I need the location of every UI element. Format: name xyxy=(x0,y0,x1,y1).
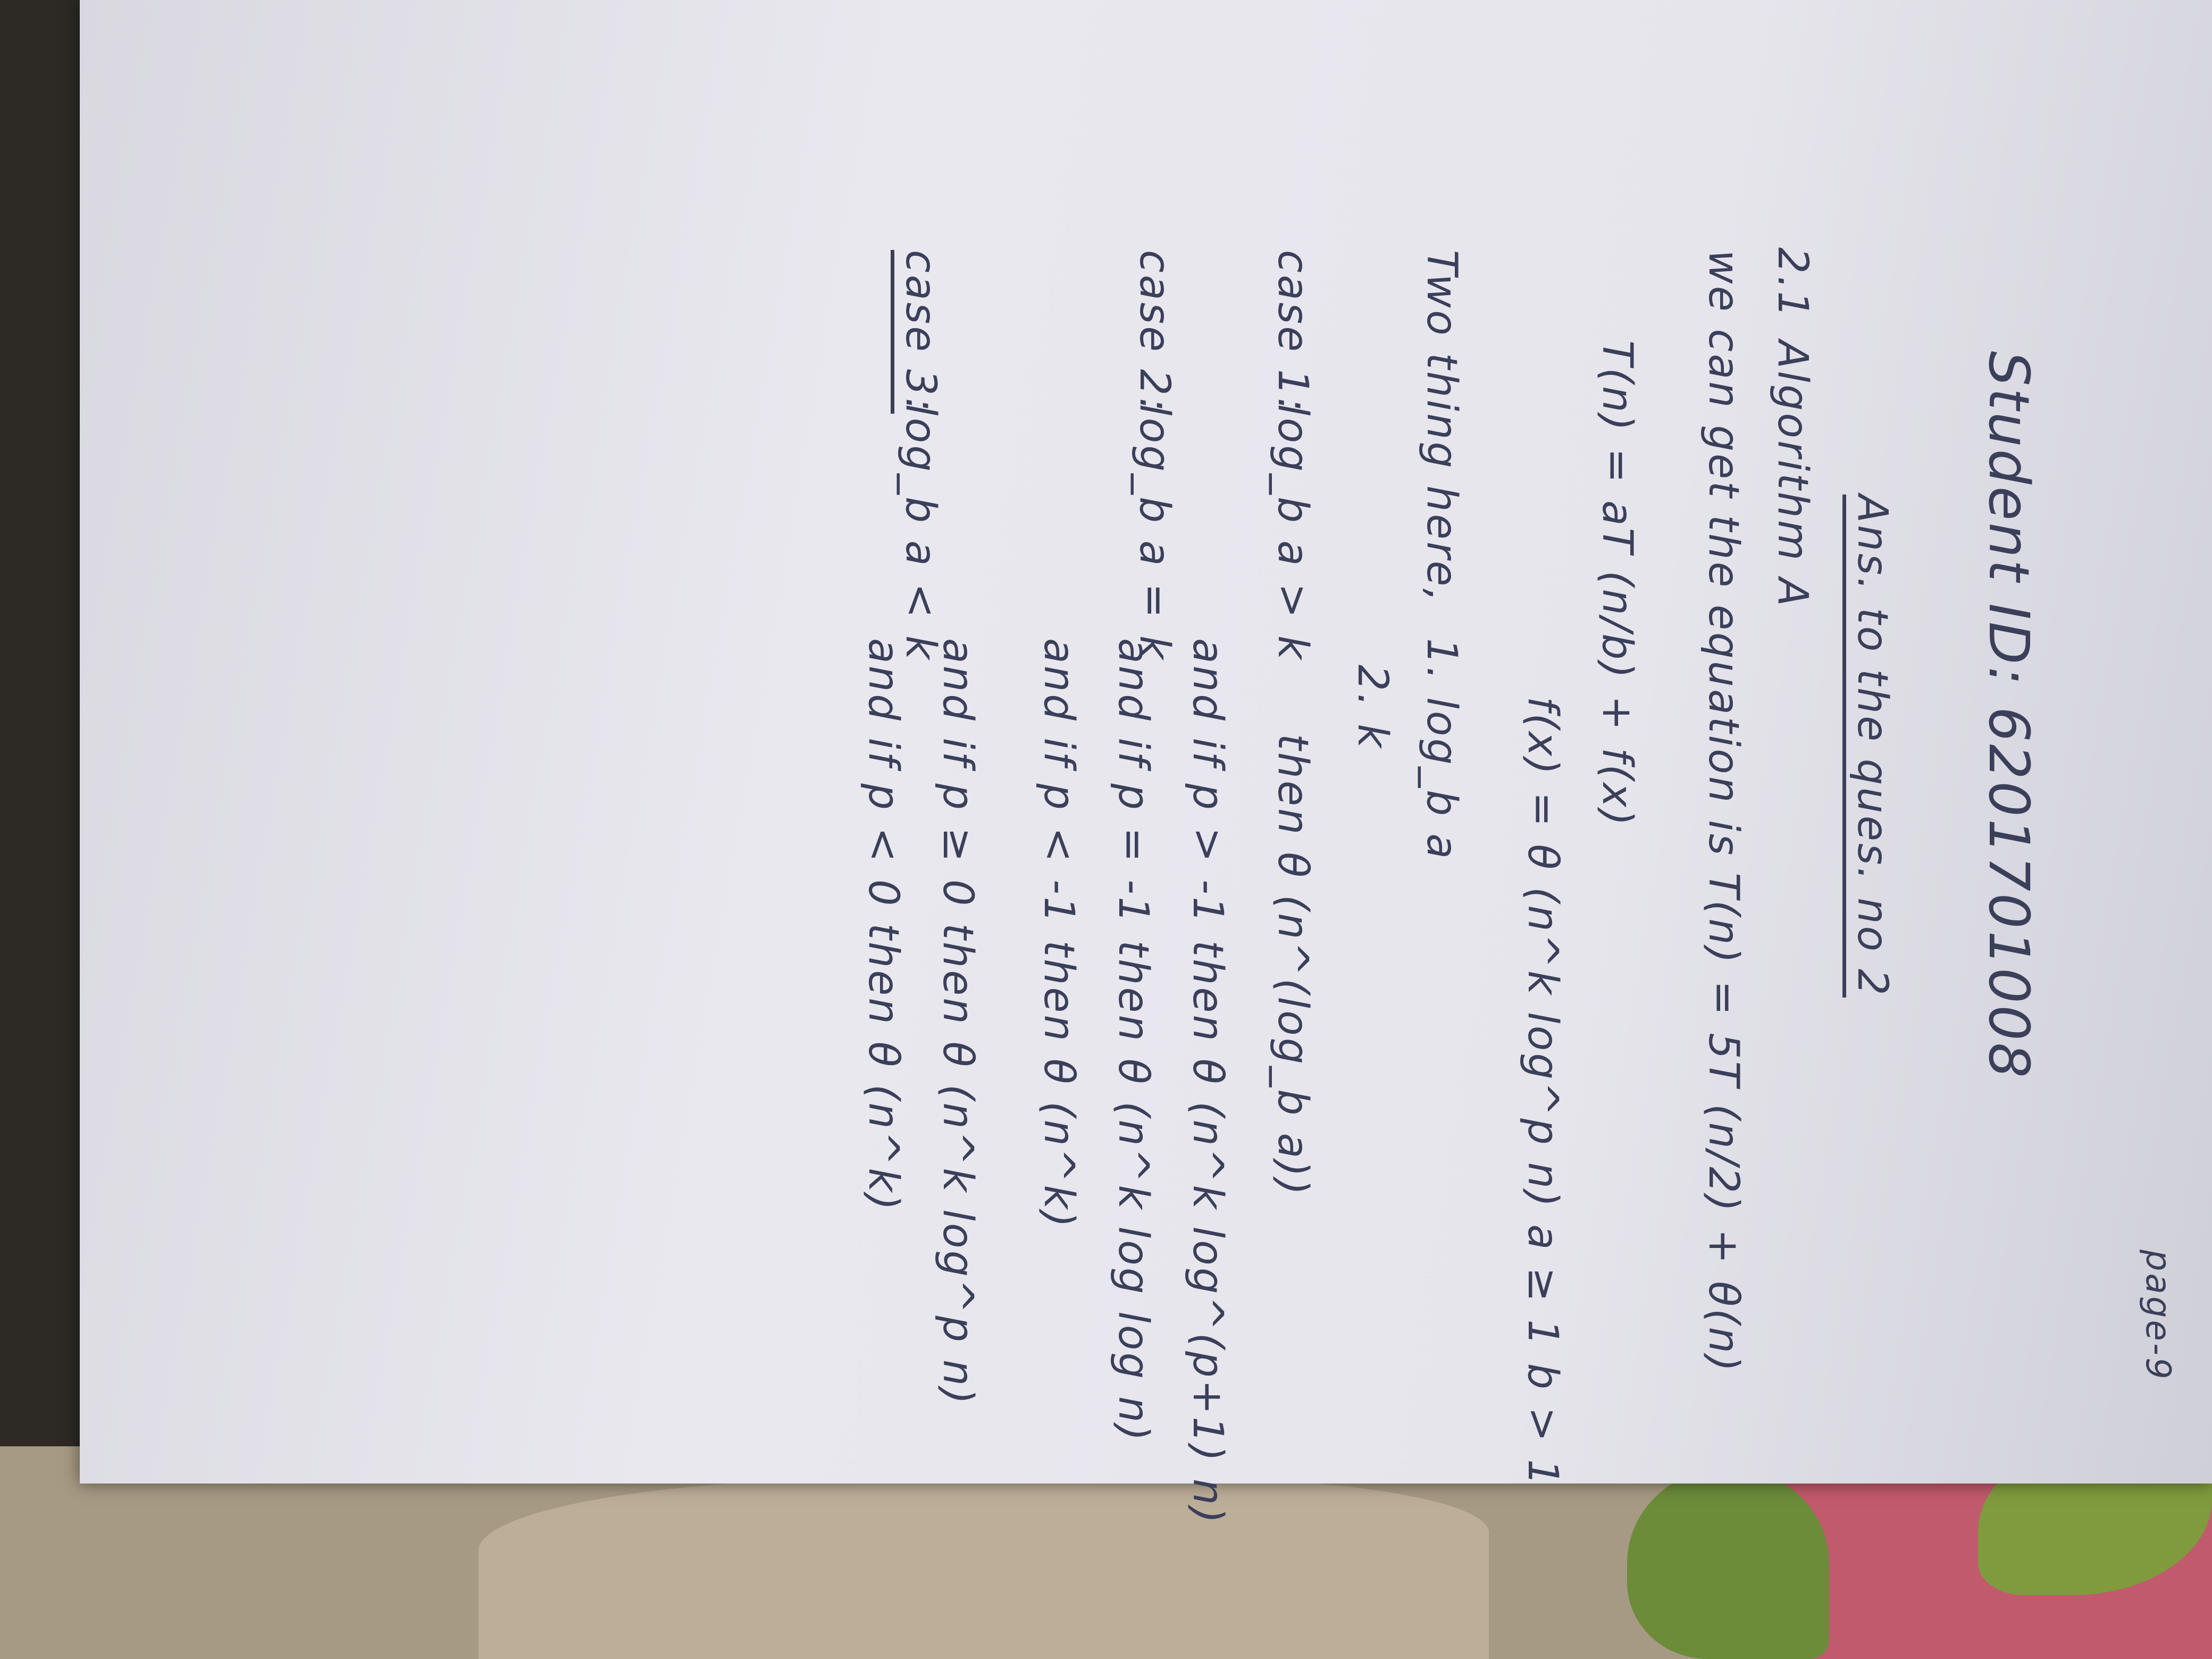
case2-line3: and if p < -1 then θ (n^k) xyxy=(1035,638,1083,1230)
case3-line2: and if p < 0 then θ (n^k) xyxy=(859,638,907,1212)
general-form: T(n) = aT (n/b) + f(x) xyxy=(1593,340,1641,828)
answer-title: Ans. to the ques. no 2 xyxy=(1842,495,1893,998)
page-number: page-9 xyxy=(2138,1250,2177,1381)
case3-condition: log_b a < k xyxy=(896,404,944,662)
intro-line: we can get the equation is T(n) = 5T (n/2) + θ(n) xyxy=(1699,250,1747,1374)
student-id: Student ID: 6201701008 xyxy=(1976,351,2041,1080)
case3-label: case 3: xyxy=(891,250,941,414)
thing-2: 2. k xyxy=(1348,665,1396,750)
two-things-label: Two thing here, xyxy=(1418,250,1465,604)
case2-line1: and if p > -1 then θ (n^k log^(p+1) n) xyxy=(1184,638,1231,1526)
part-title: Algorithm A xyxy=(1769,340,1816,609)
case2-condition: log_b a = k xyxy=(1130,404,1178,662)
case2-line2: and if p = -1 then θ (n^k log log n) xyxy=(1109,638,1157,1443)
f-definition: f(x) = θ (n^k log^p n) a ≥ 1 b > 1 xyxy=(1519,697,1566,1488)
cloth-fold xyxy=(479,1478,1489,1659)
case2-label: case 2: xyxy=(1130,250,1178,414)
case3-line1: and if p ≥ 0 then θ (n^k log^p n) xyxy=(934,638,982,1406)
case1-result: then θ (n^(log_b a)) xyxy=(1269,734,1317,1197)
case1-condition: log_b a > k xyxy=(1269,404,1317,662)
thing-1: 1. log_b a xyxy=(1418,638,1465,861)
leaf-pattern xyxy=(1627,1468,1829,1659)
case1-label: case 1: xyxy=(1269,250,1317,414)
part-number: 2.1 xyxy=(1769,247,1816,320)
